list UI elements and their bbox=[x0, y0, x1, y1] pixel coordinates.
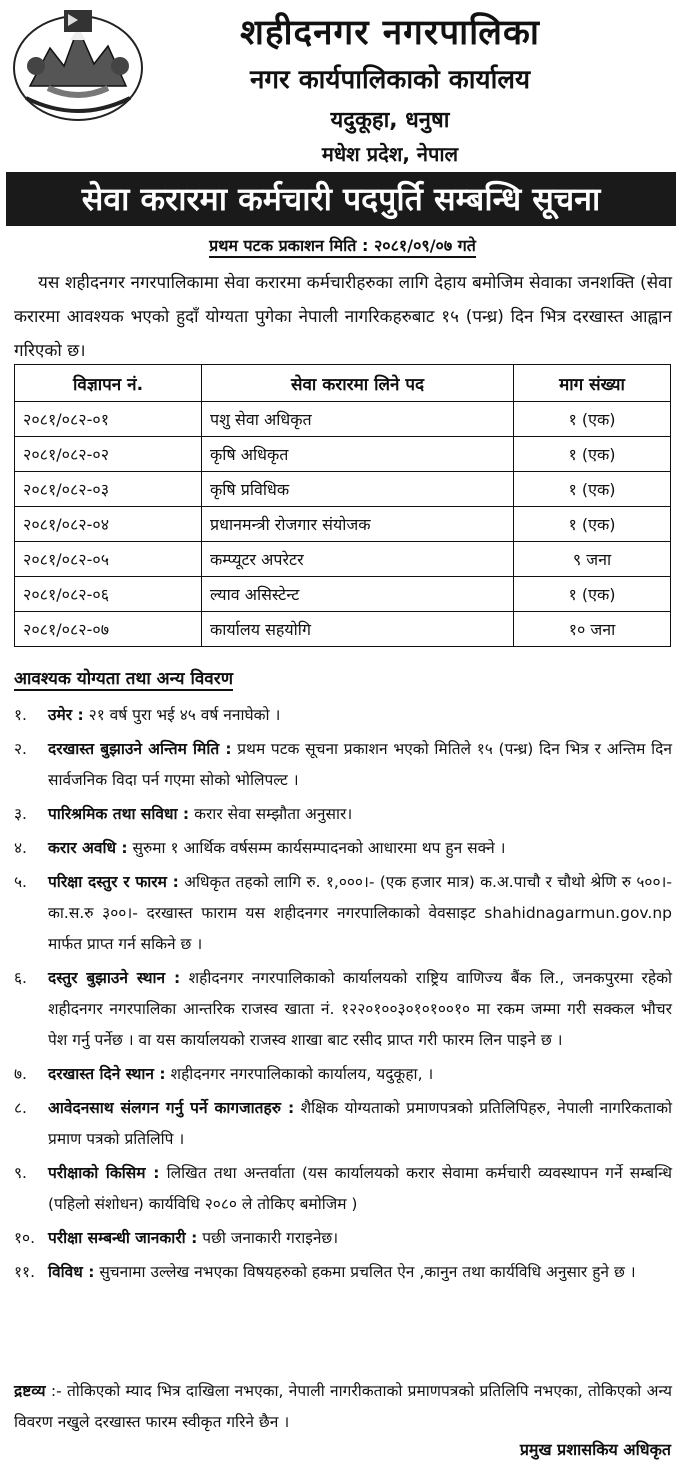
item-text: अधिकृत तहको लागि रु. १,०००।- (एक हजार मात्र) क.अ.पाचौ र चौथो श्रेणि रु ५००।- का.स.रु ३००।- दरखास्त फाराम यस शहीदनगर नगरपालिकाको वेवसाइट shahidnagarmun.gov.np मार्फत प्राप्त गर्न सकिने छ । bbox=[48, 873, 672, 953]
adv-no-cell: २०८१/०८२-०४ bbox=[15, 507, 202, 542]
item-text: शैक्षिक योग्यताको प्रमाणपत्रको प्रतिलिपिहरु, नेपाली नागरिकताको प्रमाण पत्रको प्रतिलिपि । bbox=[48, 1099, 672, 1148]
list-item bbox=[14, 1257, 672, 1288]
item-text: २१ वर्ष पुरा भई ४५ वर्ष ननाघेको । bbox=[83, 706, 281, 724]
note-paragraph bbox=[14, 1376, 672, 1438]
adv-no-cell: २०८१/०८२-०२ bbox=[15, 437, 202, 472]
item-body bbox=[48, 1223, 672, 1254]
quantity-cell: १० जना bbox=[514, 612, 671, 647]
list-item bbox=[14, 1223, 672, 1254]
item-label: दस्तुर बुझाउने स्थान : bbox=[48, 969, 181, 987]
requirements-heading: आवश्यक योग्यता तथा अन्य विवरण bbox=[14, 666, 233, 691]
item-number: ४. bbox=[14, 839, 27, 857]
item-body bbox=[48, 1257, 672, 1288]
position-cell: प्रधानमन्त्री रोजगार संयोजक bbox=[202, 507, 514, 542]
item-number: ७. bbox=[14, 1065, 27, 1083]
col-quantity: माग संख्या bbox=[514, 365, 671, 402]
quantity-cell: १ (एक) bbox=[514, 437, 671, 472]
item-body bbox=[48, 700, 672, 731]
item-number: ५. bbox=[14, 873, 27, 891]
table-row bbox=[15, 402, 671, 437]
quantity-cell: १ (एक) bbox=[514, 472, 671, 507]
list-item bbox=[14, 1158, 672, 1220]
office-address: यदुकूहा, धनुषा bbox=[330, 108, 450, 133]
table-row bbox=[15, 507, 671, 542]
item-number: १. bbox=[14, 706, 27, 724]
signature-title: प्रमुख प्रशासकिय अधिकृत bbox=[519, 1440, 671, 1459]
item-text: करार सेवा सम्झौता अनुसार। bbox=[189, 805, 353, 823]
table-header-row bbox=[15, 365, 671, 402]
position-cell: ल्याव असिस्टेन्ट bbox=[202, 577, 514, 612]
position-cell: पशु सेवा अधिकृत bbox=[202, 402, 514, 437]
position-cell: कार्यालय सहयोगि bbox=[202, 612, 514, 647]
item-body bbox=[48, 1059, 672, 1090]
item-label: परिक्षा दस्तुर र फारम : bbox=[48, 873, 179, 891]
position-cell: कृषि प्रविधिक bbox=[202, 472, 514, 507]
item-text: सुचनामा उल्लेख नभएका विषयहरुको हकमा प्रचलित ऐन ,कानुन तथा कार्यविधि अनुसार हुने छ । bbox=[94, 1263, 636, 1281]
quantity-cell: ९ जना bbox=[514, 542, 671, 577]
list-item bbox=[14, 799, 672, 830]
item-number: १०. bbox=[14, 1229, 36, 1247]
list-item bbox=[14, 963, 672, 1056]
list-item bbox=[14, 1059, 672, 1090]
item-label: पारिश्रमिक तथा सविधा : bbox=[48, 805, 190, 823]
quantity-cell: १ (एक) bbox=[514, 402, 671, 437]
table-row bbox=[15, 612, 671, 647]
table-row bbox=[15, 542, 671, 577]
table-row bbox=[15, 577, 671, 612]
item-text: लिखित तथा अन्तर्वाता (यस कार्यालयको करार सेवामा कर्मचारी व्यवस्थापन गर्ने सम्बन्धि (पहिलो संशोधन) कार्यविधि २०८० ले तोकिए बमोजिम ) bbox=[48, 1164, 672, 1213]
item-label: आवेदनसाथ संलगन गर्नु पर्ने कागजातहरु : bbox=[48, 1099, 295, 1117]
nepal-emblem-icon bbox=[8, 6, 148, 124]
item-text: शहीदनगर नगरपालिकाको कार्यालय, यदुकूहा, । bbox=[165, 1065, 434, 1083]
position-cell: कृषि अधिकृत bbox=[202, 437, 514, 472]
adv-no-cell: २०८१/०८२-०५ bbox=[15, 542, 202, 577]
item-label: परीक्षाको किसिम : bbox=[48, 1164, 160, 1182]
office-name: नगर कार्यपालिकाको कार्यालय bbox=[249, 65, 531, 95]
list-item bbox=[14, 734, 672, 796]
item-number: ११. bbox=[14, 1263, 36, 1281]
item-body bbox=[48, 867, 672, 960]
item-number: ८. bbox=[14, 1099, 27, 1117]
item-text: प्रथम पटक सूचना प्रकाशन भएको मितिले १५ (पन्ध्र) दिन भित्र र अन्तिम दिन सार्वजनिक विदा पर्न गएमा सोको भोलिपल्ट । bbox=[48, 740, 672, 789]
item-label: उमेर : bbox=[48, 706, 84, 724]
item-label: परीक्षा सम्बन्धी जानकारी : bbox=[48, 1229, 198, 1247]
item-body bbox=[48, 1093, 672, 1155]
item-label: दरखास्त दिने स्थान : bbox=[48, 1065, 166, 1083]
province-name: मधेश प्रदेश, नेपाल bbox=[321, 142, 459, 166]
municipality-name: शहीदनगर नगरपालिका bbox=[240, 13, 540, 53]
table-row bbox=[15, 472, 671, 507]
item-text: शहीदनगर नगरपालिकाको कार्यालयको राष्ट्रिय वाणिज्य बैंक लि., जनकपुरमा रहेको शहीदनगर नगरपालिका आन्तरिक राजस्व खाता नं. १२२०१००३०१०१००१० मा रकम जम्मा गरी सक्कल भौचर पेश गर्नु पर्नेछ । वा यस कार्यालयको राजस्व शाखा बाट रसीद प्राप्त गरी फारम लिन पाइने छ । bbox=[48, 969, 672, 1049]
quantity-cell: १ (एक) bbox=[514, 507, 671, 542]
item-body bbox=[48, 799, 672, 830]
list-item bbox=[14, 1093, 672, 1155]
intro-paragraph: यस शहीदनगर नगरपालिकामा सेवा करारमा कर्मचारीहरुका लागि देहाय बमोजिम सेवाका जनशक्ति (सेवा करारमा आवश्यक भएको हुदाँ योग्यता पुगेका नेपाली नागरिकहरुबाट १५ (पन्ध्र) दिन भित्र दरखास्त आह्वान गरिएको छ। bbox=[14, 273, 672, 361]
adv-no-cell: २०८१/०८२-०१ bbox=[15, 402, 202, 437]
item-label: करार अवधि : bbox=[48, 839, 128, 857]
item-body bbox=[48, 833, 672, 864]
adv-no-cell: २०८१/०८२-०७ bbox=[15, 612, 202, 647]
item-number: २. bbox=[14, 740, 27, 758]
position-cell: कम्प्यूटर अपरेटर bbox=[202, 542, 514, 577]
list-item bbox=[14, 833, 672, 864]
notice-title: सेवा करारमा कर्मचारी पदपुर्ति सम्बन्धि सूचना bbox=[6, 172, 676, 226]
col-advertisement-no: विज्ञापन नं. bbox=[15, 365, 202, 402]
item-number: ३. bbox=[14, 805, 27, 823]
item-number: ९. bbox=[14, 1164, 27, 1182]
publish-date-text: प्रथम पटक प्रकाशन मिति : २०८१/०९/०७ गते bbox=[209, 236, 476, 258]
note-text: :- तोकिएको म्याद भित्र दाखिला नभएका, नेपाली नागरीकताको प्रमाणपत्रको प्रतिलिपि नभएका, तोकिएको अन्य विवरण नखुले दरखास्त फारम स्वीकृत गरिने छैन । bbox=[14, 1382, 672, 1431]
item-number: ६. bbox=[14, 969, 27, 987]
vacancy-table bbox=[14, 364, 671, 647]
list-item bbox=[14, 700, 672, 731]
adv-no-cell: २०८१/०८२-०६ bbox=[15, 577, 202, 612]
item-text: पछी जनाकारी गराइनेछ। bbox=[197, 1229, 339, 1247]
item-text: सुरुमा १ आर्थिक वर्षसम्म कार्यसम्पादनको आधारमा थप हुन सक्ने । bbox=[127, 839, 506, 857]
quantity-cell: १ (एक) bbox=[514, 577, 671, 612]
item-body bbox=[48, 734, 672, 796]
item-body bbox=[48, 963, 672, 1056]
col-position: सेवा करारमा लिने पद bbox=[202, 365, 514, 402]
list-item bbox=[14, 867, 672, 960]
adv-no-cell: २०८१/०८२-०३ bbox=[15, 472, 202, 507]
requirements-list bbox=[14, 700, 672, 1291]
publish-date bbox=[0, 234, 685, 256]
item-label: दरखास्त बुझाउने अन्तिम मिति : bbox=[48, 740, 232, 758]
item-label: विविध : bbox=[48, 1263, 95, 1281]
item-body bbox=[48, 1158, 672, 1220]
note-label: द्रष्टव्य bbox=[14, 1382, 46, 1400]
table-row bbox=[15, 437, 671, 472]
